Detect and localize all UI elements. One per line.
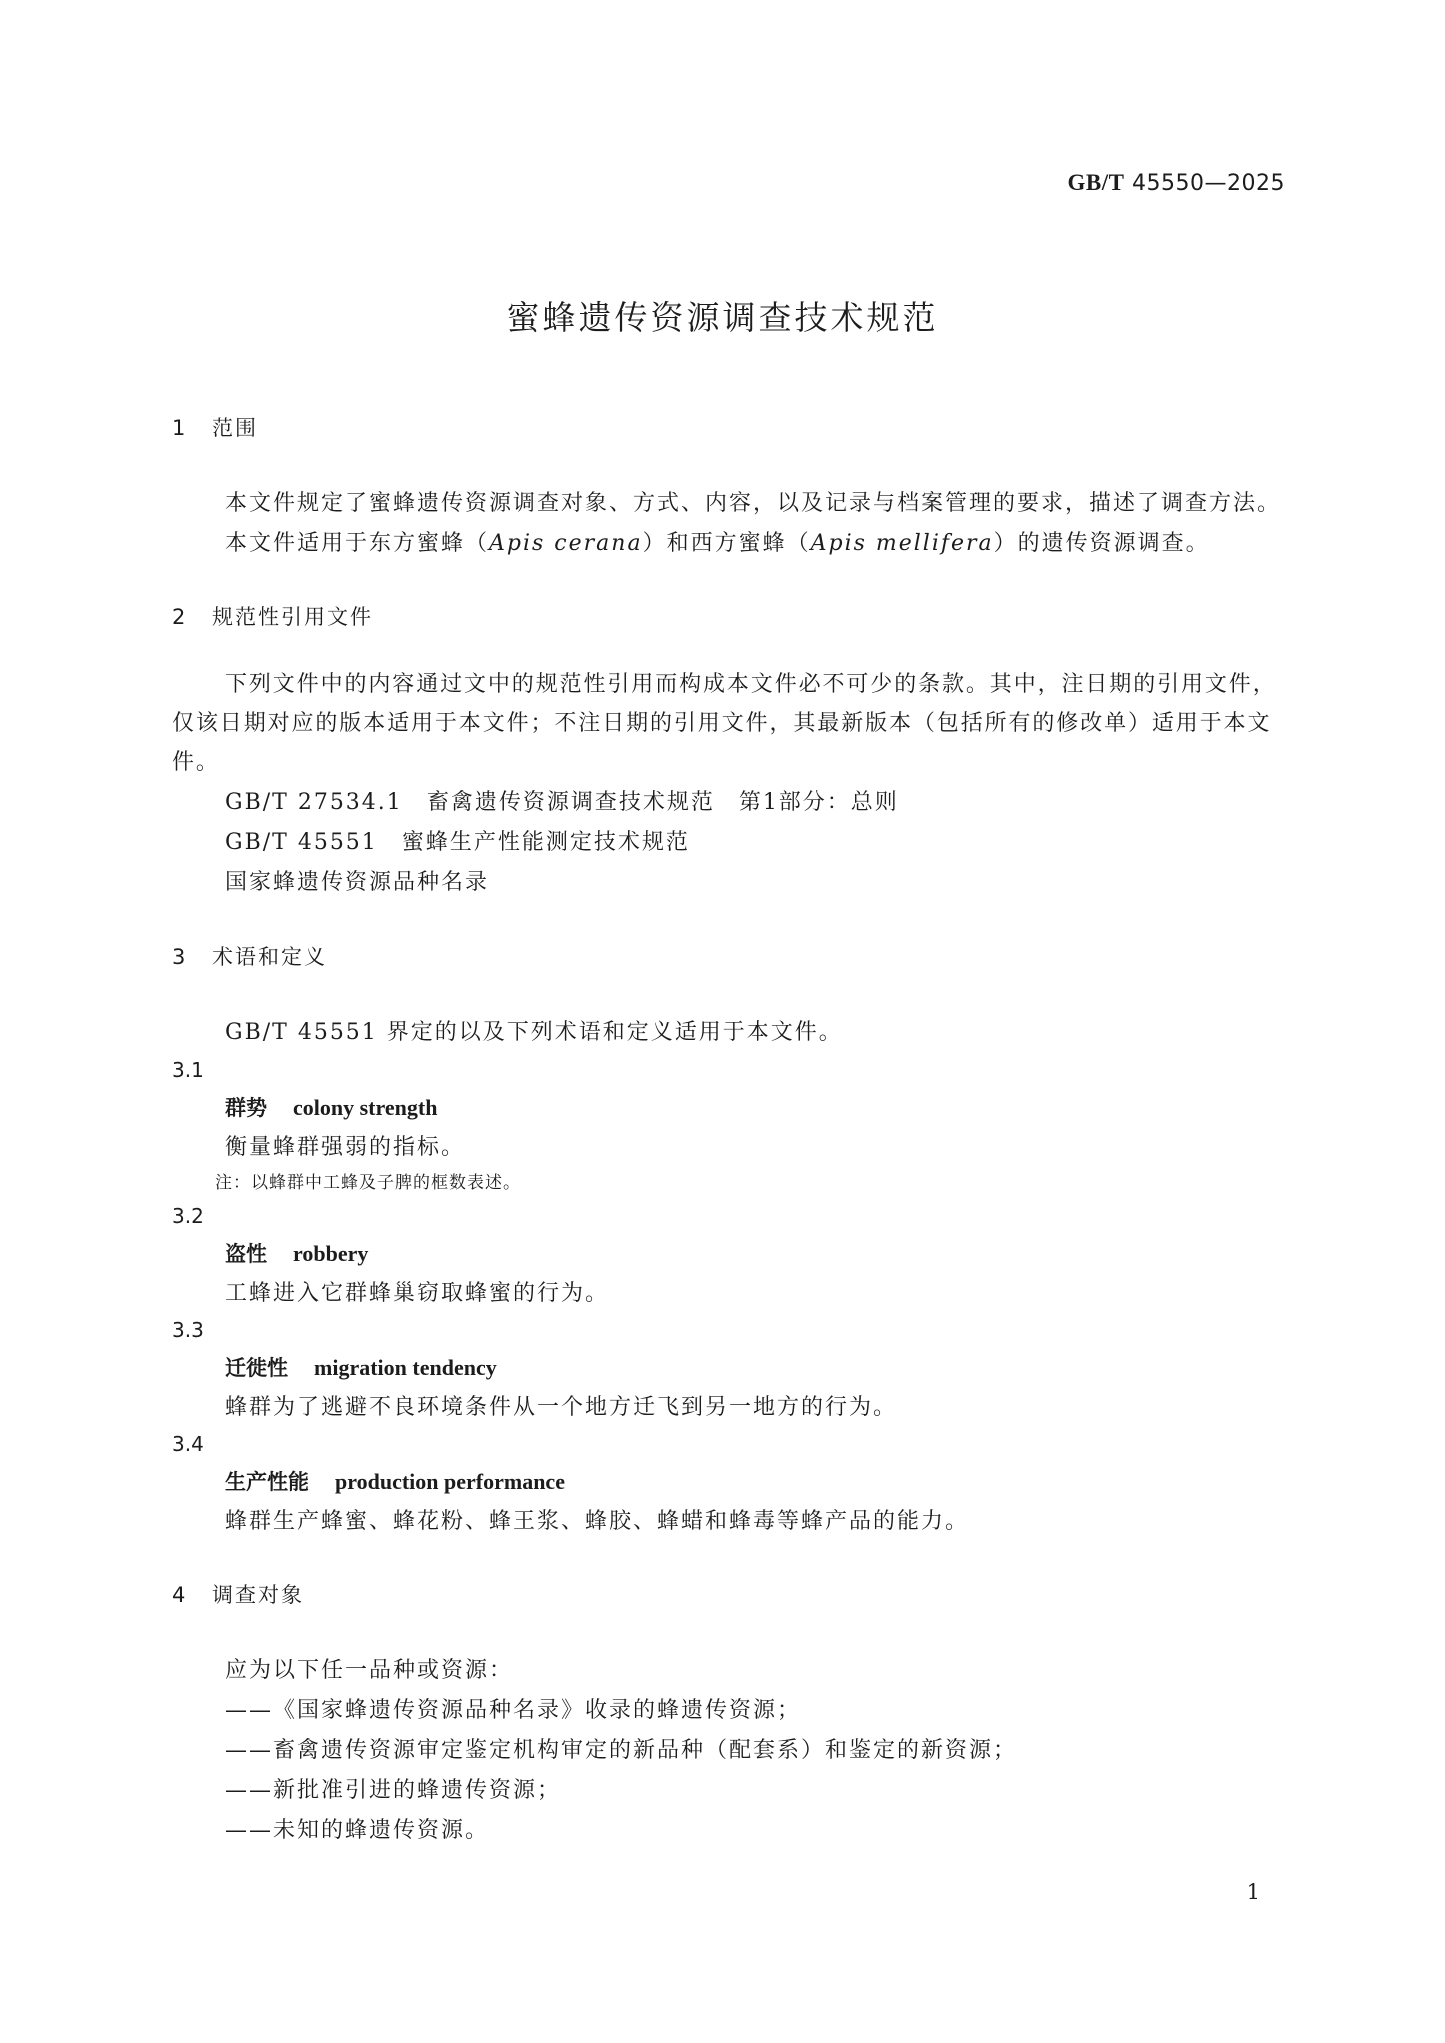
- term-definition: 工蜂进入它群蜂巢窃取蜂蜜的行为。: [225, 1281, 610, 1306]
- section-3-intro: GB/T 45551 界定的以及下列术语和定义适用于本文件。: [225, 1020, 843, 1045]
- list-item: ——畜禽遗传资源审定鉴定机构审定的新品种（配套系）和鉴定的新资源；: [225, 1738, 1018, 1763]
- term-heading: 盗性 robbery: [225, 1241, 369, 1266]
- reference-2: GB/T 45551 蜜蜂生产性能测定技术规范: [225, 830, 690, 855]
- term-definition: 蜂群为了逃避不良环境条件从一个地方迁飞到另一地方的行为。: [225, 1395, 898, 1420]
- section-2-heading: 2 规范性引用文件: [172, 605, 373, 629]
- term-heading: 生产性能 production performance: [225, 1469, 565, 1494]
- list-item: ——未知的蜂遗传资源。: [225, 1818, 490, 1843]
- term-definition: 衡量蜂群强弱的指标。: [225, 1135, 466, 1160]
- term-number: 3.1: [172, 1058, 204, 1082]
- page-number: 1: [1246, 1880, 1260, 1904]
- reference-3: 国家蜂遗传资源品种名录: [225, 870, 490, 895]
- term-number: 3.2: [172, 1204, 204, 1228]
- standard-number: GB/T 45550—2025: [1067, 170, 1285, 196]
- section-4-heading: 4 调查对象: [172, 1583, 304, 1607]
- section-1-paragraph-2: 本文件适用于东方蜜蜂（Apis cerana）和西方蜜蜂（Apis mellifera）的遗传资源调查。: [225, 531, 1210, 556]
- term-heading: 迁徙性 migration tendency: [225, 1355, 497, 1380]
- reference-1: GB/T 27534.1 畜禽遗传资源调查技术规范 第1部分：总则: [225, 790, 899, 815]
- list-item: ——《国家蜂遗传资源品种名录》收录的蜂遗传资源；: [225, 1698, 802, 1723]
- section-1-paragraph-1: 本文件规定了蜜蜂遗传资源调查对象、方式、内容，以及记录与档案管理的要求，描述了调查方法。: [225, 491, 1282, 516]
- list-item: ——新批准引进的蜂遗传资源；: [225, 1778, 562, 1803]
- section-2-paragraph: 下列文件中的内容通过文中的规范性引用而构成本文件必不可少的条款。其中，注日期的引用文件，仅该日期对应的版本适用于本文件；不注日期的引用文件，其最新版本（包括所有的修改单）适用于本文件。: [172, 672, 1277, 775]
- section-4-intro: 应为以下任一品种或资源：: [225, 1658, 514, 1683]
- section-3-heading: 3 术语和定义: [172, 945, 327, 969]
- term-definition: 蜂群生产蜂蜜、蜂花粉、蜂王浆、蜂胶、蜂蜡和蜂毒等蜂产品的能力。: [225, 1509, 970, 1534]
- term-note: 注：以蜂群中工蜂及子脾的框数表述。: [215, 1173, 521, 1193]
- document-title: 蜜蜂遗传资源调查技术规范: [506, 298, 939, 337]
- term-heading: 群势 colony strength: [225, 1095, 438, 1120]
- term-number: 3.3: [172, 1318, 204, 1342]
- section-1-heading: 1 范围: [172, 416, 258, 440]
- term-number: 3.4: [172, 1432, 204, 1456]
